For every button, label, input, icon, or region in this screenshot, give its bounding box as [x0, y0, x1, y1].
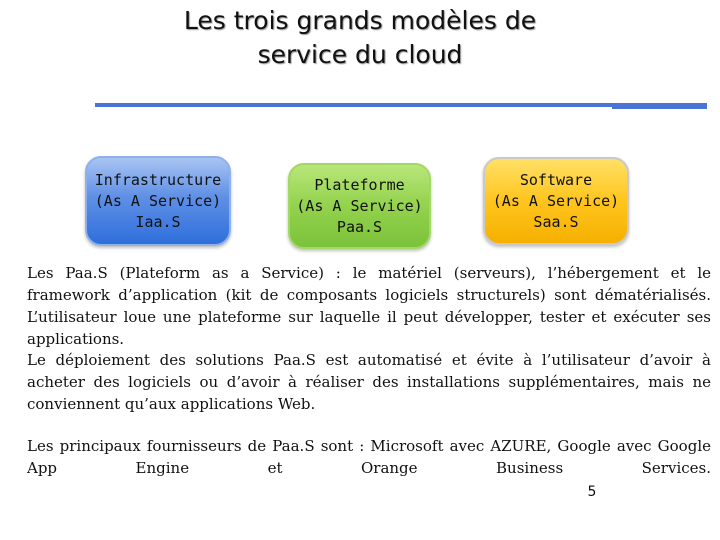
iaas-subtitle: (As A Service)	[94, 191, 222, 210]
page-number: 5	[587, 484, 597, 500]
slide-title-line-2: service du cloud	[257, 40, 463, 69]
slide-title-line-1: Les trois grands modèles de	[183, 6, 537, 35]
slide-title	[60, 4, 660, 72]
saas-abbr: Saa.S	[533, 212, 579, 231]
paas-abbr: Paa.S	[336, 217, 383, 236]
paragraph-paas-deployment: Le déploiement des solutions Paa.S est automatisé et évite à l’utilisateur d’avoir à acheter des logiciels ou d’avoir à réaliser des installations supplémentaires, mais ne conviennent qu’aux applications Web.	[27, 351, 711, 413]
title-underline-tick	[612, 107, 707, 109]
paragraph-paas-providers: Les principaux fournisseurs de Paa.S sont : Microsoft avec AZURE, Google avec Google App Engine et Orange Business Services.	[27, 437, 711, 477]
saas-name: Software	[519, 170, 593, 189]
saas-subtitle: (As A Service)	[492, 191, 620, 210]
paas-name: Plateforme	[314, 175, 405, 194]
iaas-name: Infrastructure	[94, 170, 222, 189]
paas-subtitle: (As A Service)	[296, 196, 423, 215]
iaas-model-box	[85, 156, 231, 246]
paragraph-paas-definition: Les Paa.S (Plateform as a Service) : le matériel (serveurs), l’hébergement et le framework d’application (kit de composants logiciels structurels) sont dématérialisés. L’utilisateur loue une plateforme sur laquelle il peut développer, tester et exécuter ses applications.	[27, 264, 711, 348]
saas-model-box	[483, 157, 629, 245]
iaas-abbr: Iaa.S	[135, 212, 181, 231]
paas-model-box	[288, 163, 431, 249]
